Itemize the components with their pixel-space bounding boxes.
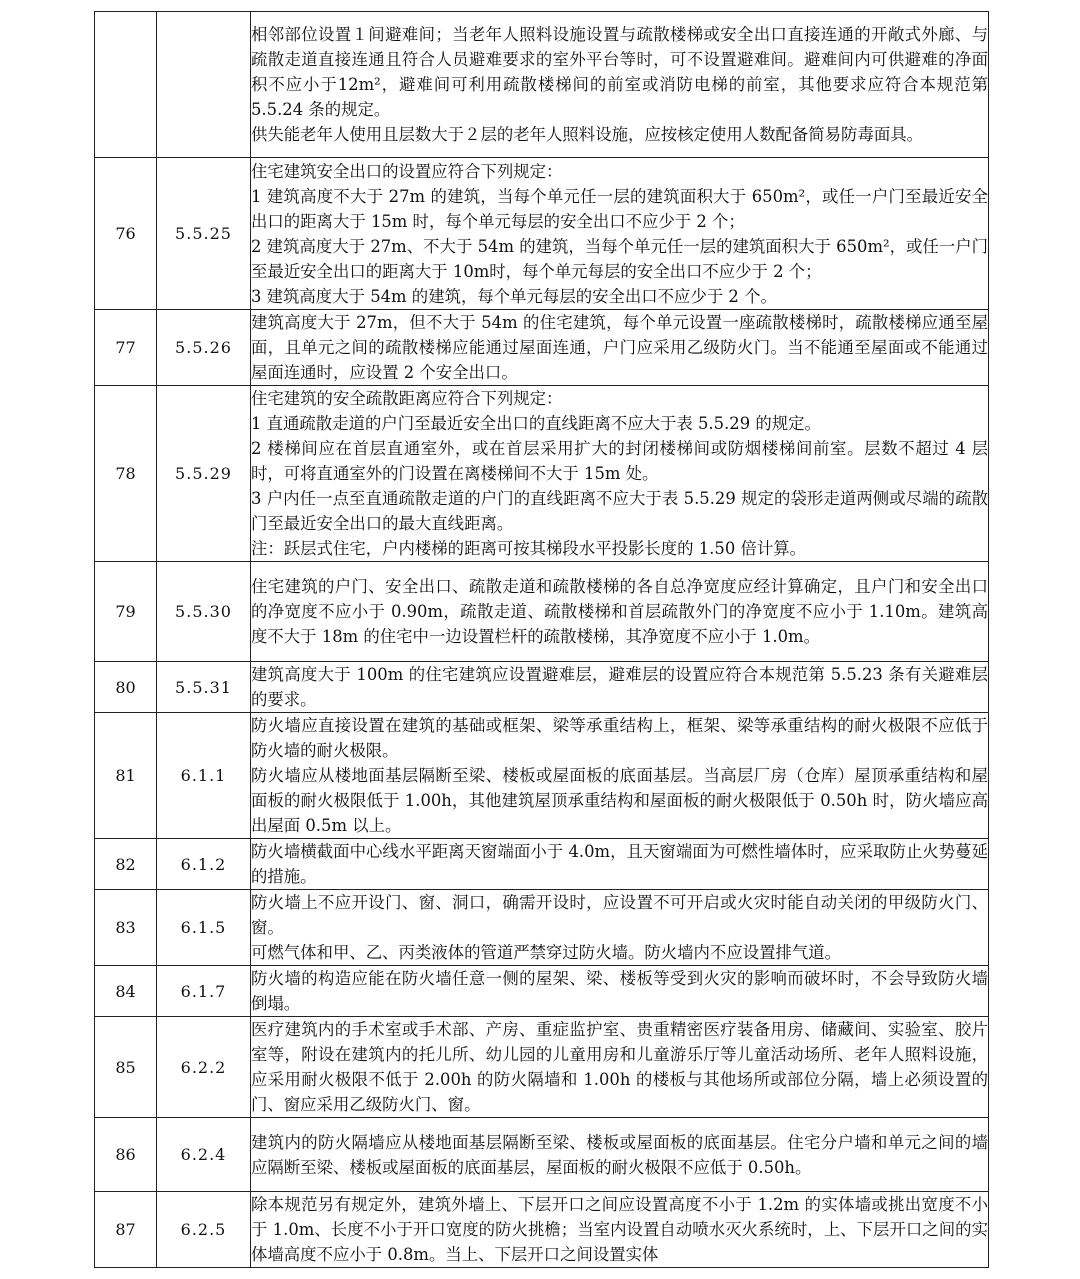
row-number: 81	[95, 713, 157, 839]
table-row	[95, 12, 989, 158]
clause-content	[251, 1017, 989, 1118]
clause-paragraph: 医疗建筑内的手术室或手术部、产房、重症监护室、贵重精密医疗装备用房、储藏间、实验室、胶片室等，附设在建筑内的托儿所、幼儿园的儿童用房和儿童游乐厅等儿童活动场所、老年人照料设施，应采用耐火极限不低于 2.00h 的防火隔墙和 1.00h 的楼板与其他场所或部位分隔，墙上必须设置的门、窗应采用乙级防火门、窗。	[251, 1020, 988, 1114]
clause-content	[251, 386, 989, 562]
row-number: 78	[95, 386, 157, 562]
table-row	[95, 310, 989, 386]
clause-paragraph: 建筑内的防火隔墙应从楼地面基层隔断至梁、楼板或屋面板的底面基层。住宅分户墙和单元之间的墙应隔断至梁、楼板或屋面板的底面基层，屋面板的耐火极限不应低于 0.50h。	[251, 1132, 988, 1177]
row-number	[95, 12, 157, 158]
clause-number: 6.1.7	[157, 966, 251, 1017]
clause-paragraph: 注：跃层式住宅，户内楼梯的距离可按其梯段水平投影长度的 1.50 倍计算。	[251, 539, 807, 558]
clause-content	[251, 713, 989, 839]
clause-paragraph: 防火墙应从楼地面基层隔断至梁、楼板或屋面板的底面基层。当高层厂房（仓库）屋顶承重结构和屋面板的耐火极限低于 1.00h，其他建筑屋顶承重结构和屋面板的耐火极限低于 0.50h 时，防火墙应高出屋面 0.5m 以上。	[251, 766, 988, 835]
row-number: 86	[95, 1118, 157, 1192]
table-row	[95, 713, 989, 839]
clause-paragraph: 住宅建筑安全出口的设置应符合下列规定：	[251, 161, 563, 181]
row-number: 79	[95, 562, 157, 662]
clause-paragraph: 建筑高度大于 27m，但不大于 54m 的住宅建筑，每个单元设置一座疏散楼梯时，疏散楼梯应通至屋面，且单元之间的疏散楼梯应能通过屋面连通，户门应采用乙级防火门。当不能通至屋面或不能通过屋面连通时，应设置 2 个安全出口。	[251, 313, 988, 382]
clause-number: 5.5.29	[157, 386, 251, 562]
table-row	[95, 839, 989, 890]
clause-number: 6.1.5	[157, 890, 251, 966]
clause-number: 5.5.31	[157, 662, 251, 713]
clause-content	[251, 12, 989, 158]
table-row	[95, 662, 989, 713]
clause-content	[251, 1118, 989, 1192]
table-row	[95, 1192, 989, 1268]
row-number: 85	[95, 1017, 157, 1118]
clause-paragraph: 3 户内任一点至直通疏散走道的户门的直线距离不应大于表 5.5.29 规定的袋形走道两侧或尽端的疏散门至最近安全出口的最大直线距离。	[251, 489, 988, 533]
clause-paragraph: 可燃气体和甲、乙、丙类液体的管道严禁穿过防火墙。防火墙内不应设置排气道。	[251, 943, 842, 962]
clause-content	[251, 839, 989, 890]
clause-paragraph: 防火墙上不应开设门、窗、洞口，确需开设时，应设置不可开启或火灾时能自动关闭的甲级防火门、窗。	[251, 893, 988, 937]
table-row	[95, 1017, 989, 1118]
table-row	[95, 386, 989, 562]
clause-number: 6.2.5	[157, 1192, 251, 1268]
row-number: 82	[95, 839, 157, 890]
clause-content	[251, 1192, 989, 1268]
row-number: 77	[95, 310, 157, 386]
clause-paragraph: 1 建筑高度不大于 27m 的建筑，当每个单元任一层的建筑面积大于 650m²，或任一户门至最近安全出口的距离大于 15m 时，每个单元每层的安全出口不应少于 2 个；	[251, 186, 988, 231]
clause-content	[251, 310, 989, 386]
clause-paragraph: 3 建筑高度大于 54m 的建筑，每个单元每层的安全出口不应少于 2 个。	[251, 286, 777, 306]
clause-paragraph: 住宅建筑的户门、安全出口、疏散走道和疏散楼梯的各自总净宽度应经计算确定，且户门和安全出口的净宽度不应小于 0.90m，疏散走道、疏散楼梯和首层疏散外门的净宽度不应小于 1.10m。建筑高度不大于 18m 的住宅中一边设置栏杆的疏散楼梯，其净宽度不应小于 1.0m。	[251, 577, 988, 646]
clause-content	[251, 562, 989, 662]
clause-number: 5.5.25	[157, 158, 251, 310]
row-number: 84	[95, 966, 157, 1017]
clause-paragraph: 防火墙横截面中心线水平距离天窗端面小于 4.0m，且天窗端面为可燃性墙体时，应采取防止火势蔓延的措施。	[251, 842, 988, 886]
clause-content	[251, 662, 989, 713]
table-row	[95, 1118, 989, 1192]
clause-number: 6.1.1	[157, 713, 251, 839]
table-row	[95, 966, 989, 1017]
row-number: 83	[95, 890, 157, 966]
table-row	[95, 562, 989, 662]
clause-number: 5.5.30	[157, 562, 251, 662]
clause-paragraph: 住宅建筑的安全疏散距离应符合下列规定：	[251, 389, 563, 408]
clause-content	[251, 890, 989, 966]
table-body	[95, 12, 989, 1268]
regulation-table	[94, 11, 989, 1268]
clause-paragraph: 建筑高度大于 100m 的住宅建筑应设置避难层，避难层的设置应符合本规范第 5.5.23 条有关避难层的要求。	[251, 665, 988, 709]
clause-paragraph: 供失能老年人使用且层数大于２层的老年人照料设施，应按核定使用人数配备简易防毒面具。	[251, 125, 924, 144]
clause-number: 5.5.26	[157, 310, 251, 386]
clause-paragraph: 防火墙的构造应能在防火墙任意一侧的屋架、梁、楼板等受到火灾的影响而破坏时，不会导致防火墙倒塌。	[251, 969, 988, 1013]
clause-paragraph: 防火墙应直接设置在建筑的基础或框架、梁等承重结构上，框架、梁等承重结构的耐火极限不应低于防火墙的耐火极限。	[251, 716, 988, 760]
table-row	[95, 158, 989, 310]
table-row	[95, 890, 989, 966]
row-number: 80	[95, 662, 157, 713]
clause-paragraph: 2 建筑高度大于 27m、不大于 54m 的建筑，当每个单元任一层的建筑面积大于 650m²，或任一户门至最近安全出口的距离大于 10m时，每个单元每层的安全出口不应少于 2 个；	[251, 236, 988, 281]
clause-content	[251, 158, 989, 310]
row-number: 87	[95, 1192, 157, 1268]
clause-paragraph: 1 直通疏散走道的户门至最近安全出口的直线距离不应大于表 5.5.29 的规定。	[251, 414, 821, 433]
clause-number: 6.2.4	[157, 1118, 251, 1192]
clause-number: 6.2.2	[157, 1017, 251, 1118]
clause-number	[157, 12, 251, 158]
clause-paragraph: 除本规范另有规定外，建筑外墙上、下层开口之间应设置高度不小于 1.2m 的实体墙或挑出宽度不小于 1.0m、长度不小于开口宽度的防火挑檐；当室内设置自动喷水灭火系统时，上、下层开口之间的实体墙高度不应小于 0.8m。当上、下层开口之间设置实体	[251, 1195, 988, 1264]
clause-paragraph: 2 楼梯间应在首层直通室外，或在首层采用扩大的封闭楼梯间或防烟楼梯间前室。层数不超过 4 层时，可将直通室外的门设置在离楼梯间不大于 15m 处。	[251, 439, 988, 483]
clause-content	[251, 966, 989, 1017]
clause-number: 6.1.2	[157, 839, 251, 890]
row-number: 76	[95, 158, 157, 310]
clause-paragraph: 相邻部位设置１间避难间；当老年人照料设施设置与疏散楼梯或安全出口直接连通的开敞式外廊、与疏散走道直接连通且符合人员避难要求的室外平台等时，可不设置避难间。避难间内可供避难的净面积不应小于12m²，避难间可利用疏散楼梯间的前室或消防电梯的前室，其他要求应符合本规范第 5.5.24 条的规定。	[251, 25, 988, 119]
